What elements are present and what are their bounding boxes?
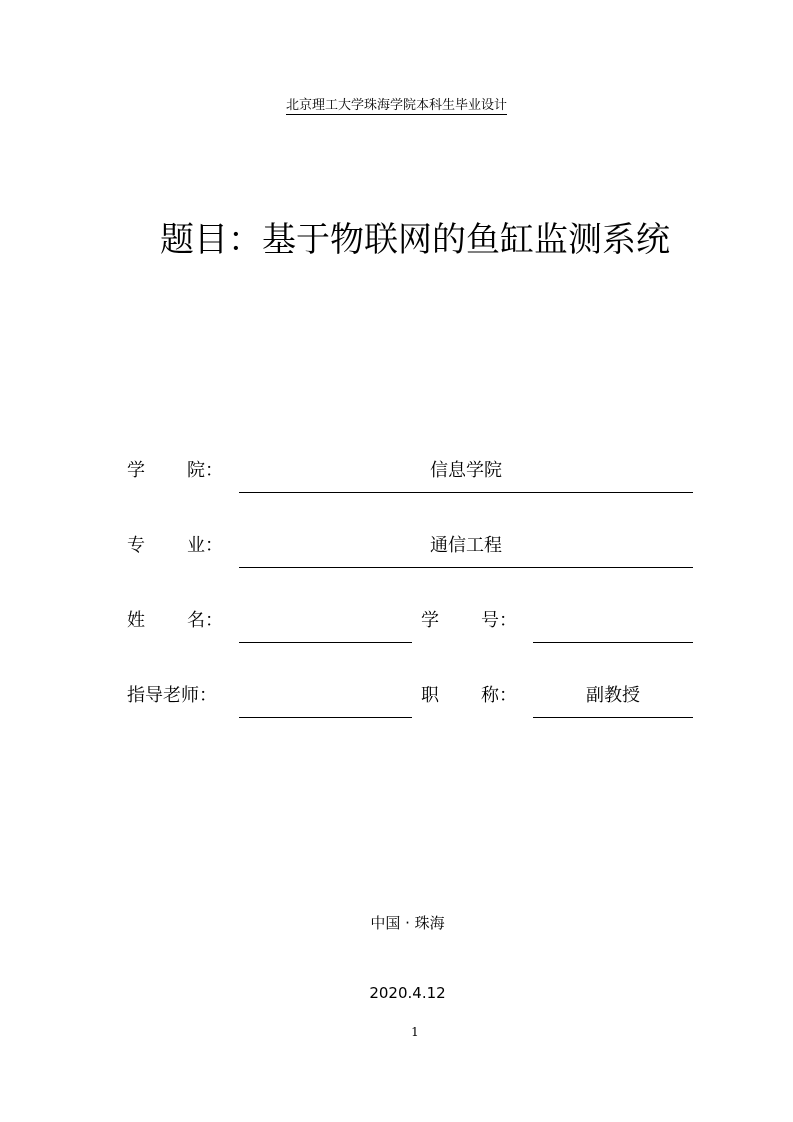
name-label-a: 姓 xyxy=(127,610,145,631)
major-value: 通信工程 xyxy=(430,535,502,556)
title-prefix: 题目： xyxy=(160,220,262,260)
header-text: 北京理工大学珠海学院本科生毕业设计 xyxy=(285,98,507,113)
thesis-title xyxy=(0,212,793,261)
title-rank-underline xyxy=(533,717,693,718)
title-rank-label-b: 称： xyxy=(481,685,517,706)
name-label-b: 名： xyxy=(187,610,223,631)
title-rank-value: 副教授 xyxy=(586,685,640,706)
college-label-a: 学 xyxy=(127,460,145,481)
college-underline xyxy=(239,492,693,493)
student-id-underline xyxy=(533,642,693,643)
major-row xyxy=(0,531,793,571)
name-underline xyxy=(239,642,412,643)
major-underline xyxy=(239,567,693,568)
student-id-label-a: 学 xyxy=(421,610,439,631)
college-label-b: 院： xyxy=(187,460,223,481)
college-value: 信息学院 xyxy=(430,460,502,481)
title-text: 基于物联网的鱼缸监测系统 xyxy=(262,220,670,260)
footer-place: 中国 · 珠海 xyxy=(370,914,445,932)
title-rank-label-a: 职 xyxy=(421,685,439,706)
advisor-label: 指导老师： xyxy=(127,685,217,706)
footer-date: 2020.4.12 xyxy=(369,984,446,1002)
student-id-label-b: 号： xyxy=(481,610,517,631)
name-row xyxy=(0,606,793,646)
major-label-a: 专 xyxy=(127,535,145,556)
major-label-b: 业： xyxy=(187,535,223,556)
document-header xyxy=(0,94,793,113)
college-row xyxy=(0,456,793,496)
page-number: 1 xyxy=(411,1025,419,1039)
advisor-underline xyxy=(239,717,412,718)
advisor-row xyxy=(0,681,793,721)
